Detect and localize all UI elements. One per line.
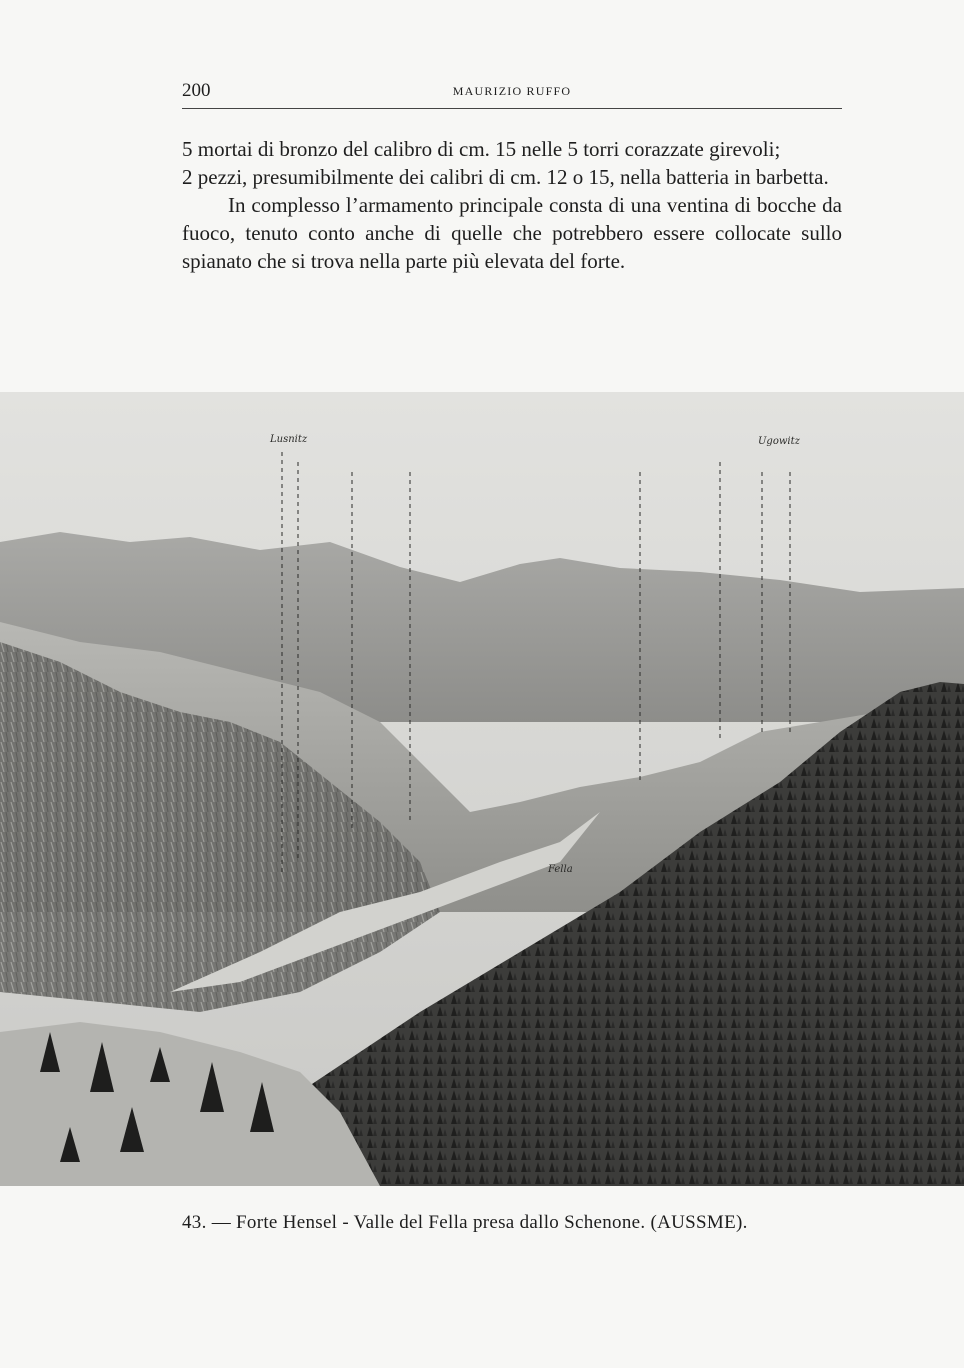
paragraph-mortars: 5 mortai di bronzo del calibro di cm. 15 nelle 5 torri corazzate girevoli; <box>182 137 781 161</box>
page-number: 200 <box>182 80 211 101</box>
valley-panorama-image <box>0 392 964 1186</box>
panorama-photograph <box>0 392 964 1186</box>
paragraph-barbetta: 2 pezzi, presumibilmente dei calibri di cm. 12 o 15, nella batteria in barbetta. <box>182 165 829 189</box>
page-header <box>182 78 842 109</box>
annotation-fella: Fella <box>548 864 573 875</box>
annotation-ugowitz: Ugowitz <box>758 436 800 447</box>
body-text <box>182 135 842 275</box>
annotation-lusnitz: Lusnitz <box>270 434 308 445</box>
figure-caption: 43. — Forte Hensel - Valle del Fella presa dallo Schenone. (AUSSME). <box>182 1212 748 1233</box>
paragraph-armament: In complesso l’armamento principale consta di una ventina di bocche da fuoco, tenuto conto anche di quelle che potrebbero essere collocate sullo spianato che si trova nella parte più elevata del forte. <box>182 193 842 273</box>
running-head: MAURIZIO RUFFO <box>452 84 572 98</box>
